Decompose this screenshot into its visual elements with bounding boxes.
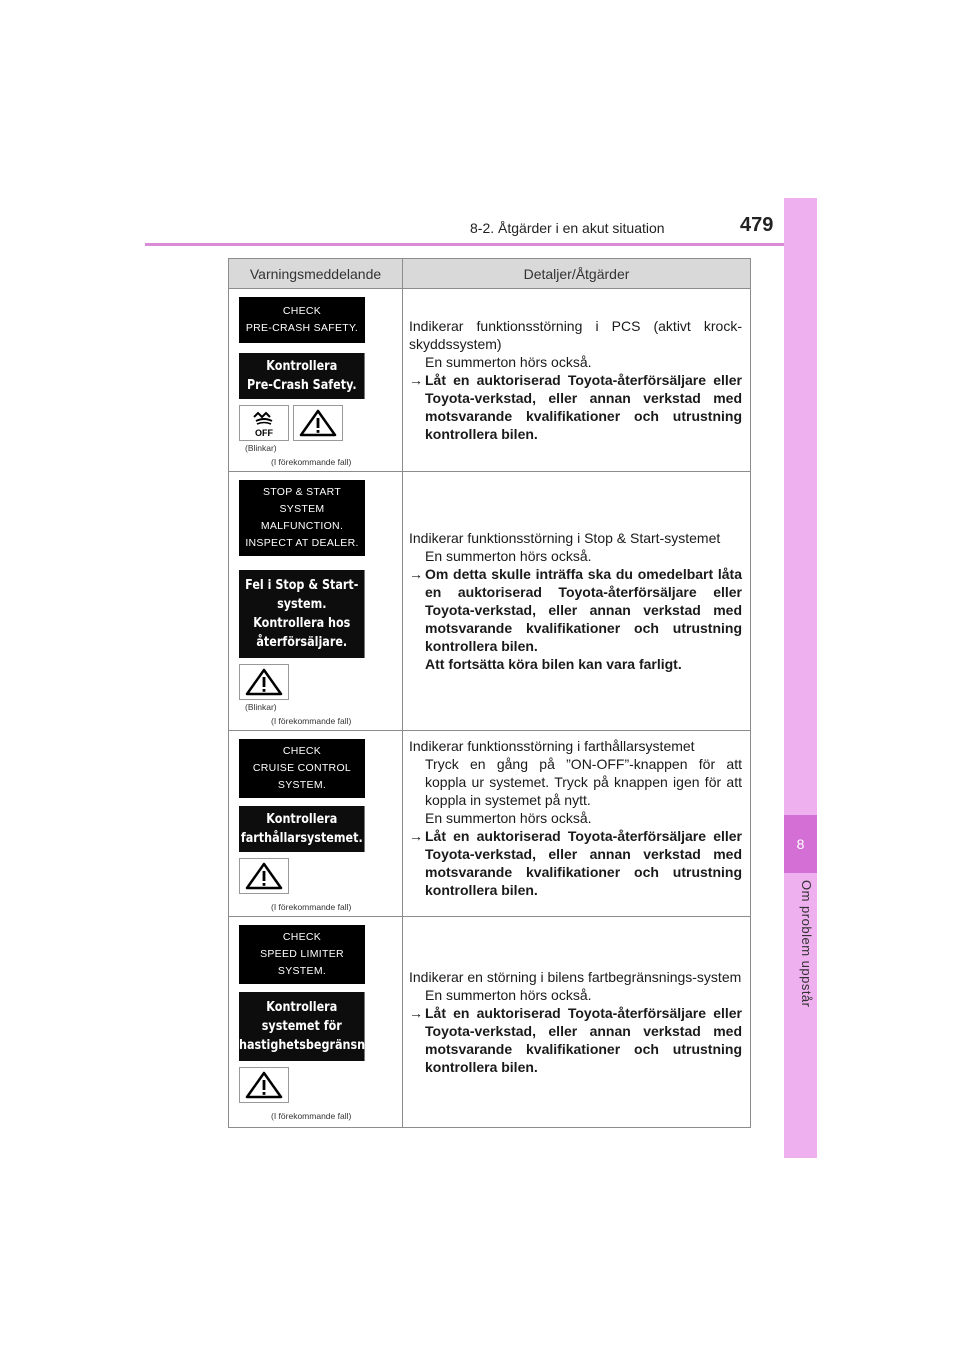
warning-triangle-icon xyxy=(239,1067,289,1103)
msg-line: PRE-CRASH SAFETY. xyxy=(245,322,359,334)
section-header: 8-2. Åtgärder i en akut situation xyxy=(470,220,665,236)
action-text: Låt en auktoriserad Toyota-återförsäljare eller Toyota-verkstad, eller annan verkstad med motsvarande kvalifikationer och utrustning kontrollera bilen. xyxy=(425,372,742,442)
details-cell xyxy=(403,731,751,917)
msg-line: systemet för xyxy=(261,1019,342,1034)
if-applicable-note: (I förekommande fall) xyxy=(271,1111,352,1121)
buzzer-note: En summerton hörs också. xyxy=(425,810,592,826)
msg-line: Kontrollera xyxy=(266,812,338,827)
table-header-row xyxy=(229,259,751,289)
action-item xyxy=(409,371,742,443)
warning-table xyxy=(228,258,751,1128)
description: Indikerar funktionsstörning i farthållarsystemet xyxy=(409,738,695,754)
action-item xyxy=(409,827,742,899)
display-message-sv xyxy=(239,353,365,399)
message-cell xyxy=(229,731,403,917)
instruction: Tryck en gång på ”ON-OFF”-knappen för att koppla ur systemet. Tryck på knappen igen för att koppla in systemet på nytt. xyxy=(425,756,742,808)
arrow-icon: → xyxy=(409,566,423,582)
msg-line: farthållarsystemet. xyxy=(240,831,363,846)
warning-triangle-icon xyxy=(239,858,289,894)
col-header-message: Varningsmeddelande xyxy=(229,259,403,289)
msg-line: CHECK xyxy=(282,305,322,317)
description: Indikerar funktionsstörning i Stop & Start-systemet xyxy=(409,530,721,546)
chapter-title: Om problem uppstår xyxy=(799,880,814,1008)
description: Indikerar en störning i bilens fartbegränsnings-system xyxy=(409,969,742,985)
details-cell xyxy=(403,917,751,1128)
display-message-sv xyxy=(239,806,365,852)
warning-triangle-icon xyxy=(293,405,343,441)
msg-line: CHECK xyxy=(282,745,322,757)
display-message-en xyxy=(239,297,365,343)
table-row xyxy=(229,731,751,917)
display-message-en xyxy=(239,739,365,798)
msg-line: INSPECT AT DEALER. xyxy=(245,537,359,549)
display-message-sv xyxy=(239,570,365,658)
msg-line: Fel i Stop & Start-system. xyxy=(245,578,359,612)
action-text: Låt en auktoriserad Toyota-återförsäljare eller Toyota-verkstad, eller annan verkstad med motsvarande kvalifikationer och utrustning kontrollera bilen. xyxy=(425,828,742,898)
msg-line: SYSTEM xyxy=(279,503,325,515)
arrow-icon: → xyxy=(409,1005,423,1021)
msg-line: Kontrollera xyxy=(266,359,338,374)
msg-line: återförsäljare. xyxy=(256,635,348,650)
msg-line: CHECK xyxy=(282,931,322,943)
table-row xyxy=(229,472,751,731)
chapter-number: 8 xyxy=(784,815,817,873)
msg-line: CRUISE CONTROL xyxy=(252,762,352,774)
message-cell xyxy=(229,917,403,1128)
display-message-sv xyxy=(239,992,390,1061)
buzzer-note: En summerton hörs också. xyxy=(425,548,592,564)
message-cell xyxy=(229,289,403,472)
blinkar-note: (Blinkar) xyxy=(245,702,277,712)
msg-line: Kontrollera xyxy=(266,1000,338,1015)
display-message-en xyxy=(239,925,365,984)
header-rule xyxy=(145,243,817,246)
msg-line: Pre-Crash Safety. xyxy=(246,378,357,393)
msg-line: SPEED LIMITER xyxy=(260,948,344,960)
table-row xyxy=(229,289,751,472)
col-header-details: Detaljer/Åtgärder xyxy=(403,259,751,289)
details-cell xyxy=(403,472,751,731)
buzzer-note: En summerton hörs också. xyxy=(425,354,592,370)
arrow-icon: → xyxy=(409,372,423,388)
description: Indikerar funktionsstörning i PCS (aktivt krock-skyddssystem) xyxy=(409,318,742,352)
blinkar-note: (Blinkar) xyxy=(245,443,277,453)
indicator-icons xyxy=(239,664,392,700)
if-applicable-note: (I förekommande fall) xyxy=(271,716,352,726)
indicator-icons xyxy=(239,1067,392,1103)
buzzer-note: En summerton hörs också. xyxy=(425,987,592,1003)
warning-triangle-icon xyxy=(239,664,289,700)
msg-line: MALFUNCTION. xyxy=(260,520,344,532)
msg-line: Kontrollera hos xyxy=(253,616,351,631)
action-item xyxy=(409,1004,742,1076)
danger-warning: Att fortsätta köra bilen kan vara farligt. xyxy=(425,656,682,672)
indicator-icons xyxy=(239,405,392,441)
indicator-icons xyxy=(239,858,392,894)
if-applicable-note: (I förekommande fall) xyxy=(271,902,352,912)
table-row xyxy=(229,917,751,1128)
page-number: 479 xyxy=(740,214,774,236)
details-cell xyxy=(403,289,751,472)
if-applicable-note: (I förekommande fall) xyxy=(271,457,352,467)
pcs-off-icon xyxy=(239,405,289,441)
msg-line: SYSTEM. xyxy=(277,965,327,977)
msg-line: SYSTEM. xyxy=(277,779,327,791)
msg-line: STOP & START xyxy=(262,486,342,498)
action-text: Låt en auktoriserad Toyota-återförsäljare eller Toyota-verkstad, eller annan verkstad med motsvarande kvalifikationer och utrustning kontrollera bilen. xyxy=(425,1005,742,1075)
msg-line: hastighetsbegränsning. xyxy=(239,1038,390,1053)
arrow-icon: → xyxy=(409,828,423,844)
action-item xyxy=(409,565,742,655)
message-cell xyxy=(229,472,403,731)
action-text: Om detta skulle inträffa ska du omedelbart låta en auktoriserad Toyota-återförsäljare eller Toyota-verkstad, eller annan verkstad med motsvarande kvalifikationer och utrustning kontrollera bilen. xyxy=(425,566,742,654)
svg-text:OFF: OFF xyxy=(255,428,273,438)
display-message-en xyxy=(239,480,365,556)
